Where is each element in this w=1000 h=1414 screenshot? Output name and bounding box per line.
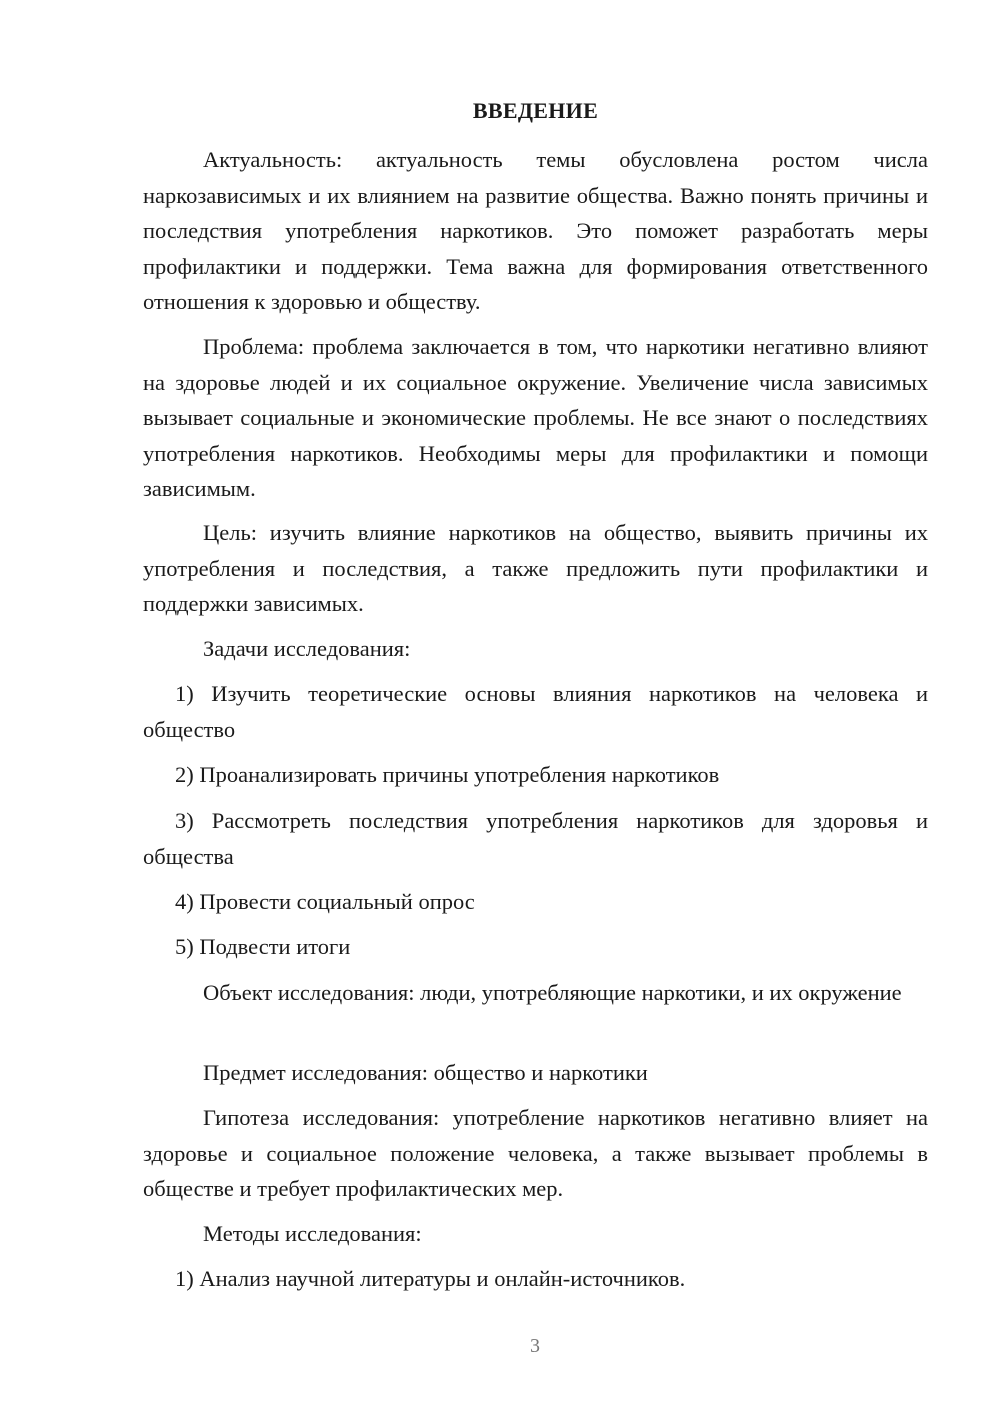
hypothesis-paragraph: Гипотеза исследования: употребление наркотиков негативно влияет на здоровье и социальное положение человека, а также вызывает проблемы в обществе и требует профилактических мер. <box>143 1105 928 1201</box>
goal-paragraph: Цель: изучить влияние наркотиков на общество, выявить причины их употребления и последствия, а также предложить пути профилактики и поддержки зависимых. <box>143 520 928 616</box>
task-item-2: 2) Проанализировать причины употребления наркотиков <box>175 762 720 787</box>
page-number: 3 <box>530 1335 540 1357</box>
task-item-4: 4) Провести социальный опрос <box>175 889 475 914</box>
object-paragraph: Объект исследования: люди, употребляющие наркотики, и их окружение <box>203 980 902 1005</box>
methods-title: Методы исследования: <box>203 1221 422 1246</box>
problem-paragraph: Проблема: проблема заключается в том, что наркотики негативно влияют на здоровье людей и их социальное окружение. Увеличение числа зависимых вызывает социальные и экономические проблемы. Не все знают о последствиях употребления наркотиков. Необходимы меры для профилактики и помощи зависимым. <box>143 334 928 501</box>
task-item-3: 3) Рассмотреть последствия употребления наркотиков для здоровья и общества <box>143 808 928 869</box>
section-heading: ВВЕДЕНИЕ <box>472 98 599 123</box>
relevance-paragraph: Актуальность: актуальность темы обусловлена ростом числа наркозависимых и их влиянием на развитие общества. Важно понять причины и последствия употребления наркотиков. Это поможет разработать меры профилактики и поддержки. Тема важна для формирования ответственного отношения к здоровью и обществу. <box>143 147 928 314</box>
method-item-1: 1) Анализ научной литературы и онлайн-источников. <box>175 1266 686 1291</box>
tasks-title: Задачи исследования: <box>203 636 411 661</box>
subject-paragraph: Предмет исследования: общество и наркотики <box>203 1060 648 1085</box>
task-item-5: 5) Подвести итоги <box>175 934 351 959</box>
task-item-1: 1) Изучить теоретические основы влияния наркотиков на человека и общество <box>143 681 928 742</box>
